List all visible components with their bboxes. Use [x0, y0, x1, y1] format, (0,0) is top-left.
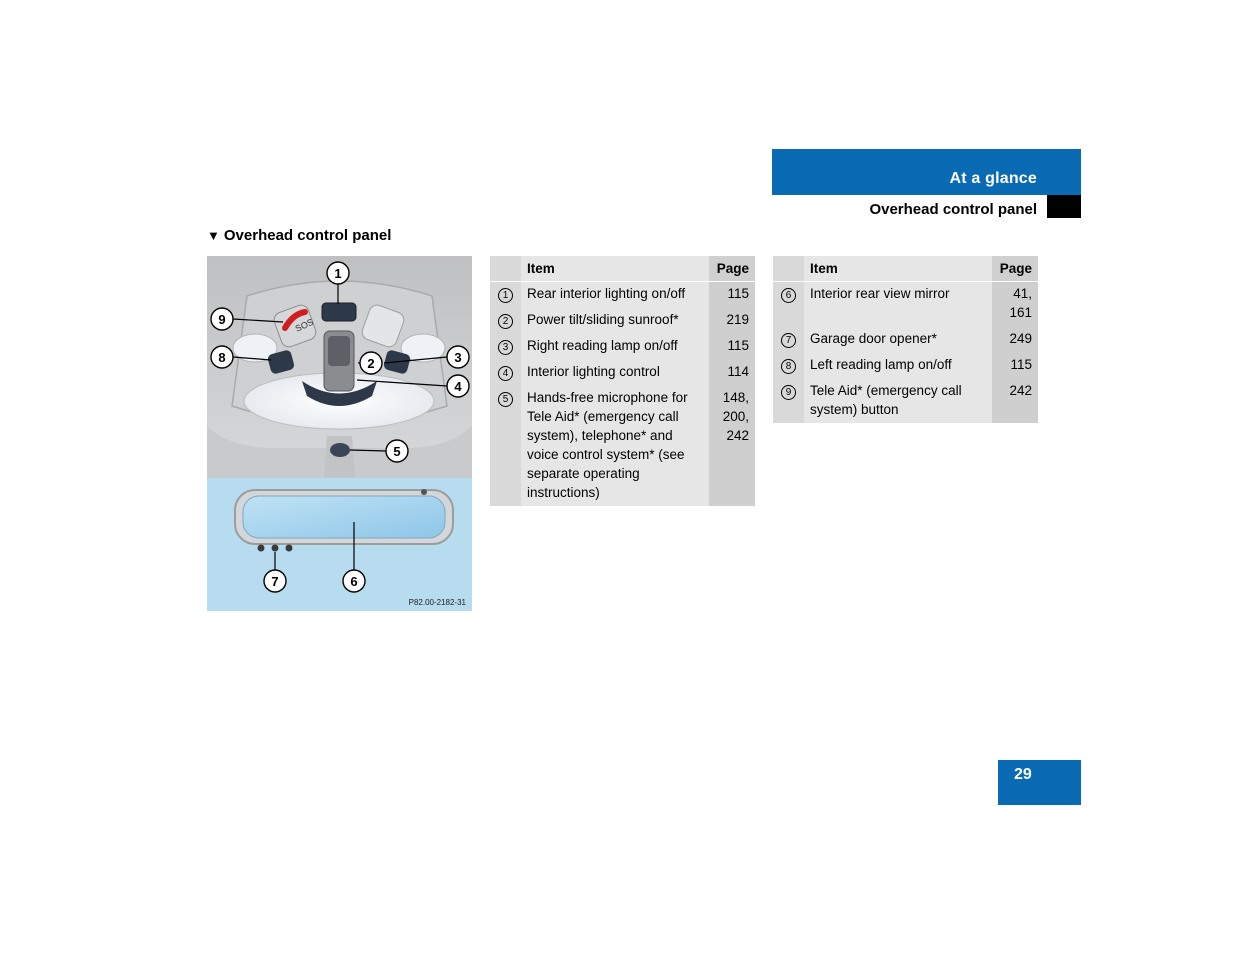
header-page-cell: Page	[709, 256, 755, 282]
header-page-cell: Page	[992, 256, 1038, 282]
svg-text:4: 4	[454, 379, 462, 394]
row-number: 9	[781, 385, 796, 400]
row-item: Interior rear view mirror	[804, 282, 992, 328]
svg-text:7: 7	[271, 574, 279, 589]
callout-3	[447, 346, 469, 368]
row-number: 7	[781, 333, 796, 348]
triangle-marker-icon: ▼	[207, 228, 220, 243]
svg-text:5: 5	[393, 444, 401, 459]
callout-8	[211, 346, 233, 368]
row-page: 41, 161	[992, 282, 1038, 328]
callout-5	[386, 440, 408, 462]
items-table-left	[490, 256, 755, 506]
row-page: 115	[709, 282, 755, 309]
table-row	[490, 334, 755, 360]
row-number: 6	[781, 288, 796, 303]
svg-text:8: 8	[218, 350, 226, 365]
callout-2	[360, 352, 382, 374]
callout-9	[211, 308, 233, 330]
row-item: Interior lighting control	[521, 360, 709, 386]
overhead-panel-illustration	[207, 256, 472, 611]
row-item: Power tilt/sliding sunroof*	[521, 308, 709, 334]
callout-6	[343, 570, 365, 592]
row-number: 4	[498, 366, 513, 381]
table-row	[490, 282, 755, 309]
page-number: 29	[1014, 766, 1032, 783]
row-item: Hands-free microphone for Tele Aid* (emergency call system), telephone* and voice control system* (see separate operating instructions)	[521, 386, 709, 506]
page-number-box	[998, 760, 1081, 805]
callout-4	[447, 375, 469, 397]
chapter-title: At a glance	[949, 170, 1037, 187]
section-heading	[207, 227, 391, 244]
table-row	[773, 379, 1038, 423]
row-page: 148, 200, 242	[709, 386, 755, 506]
svg-text:9: 9	[218, 312, 226, 327]
table-row	[490, 308, 755, 334]
row-number: 1	[498, 288, 513, 303]
row-number: 5	[498, 392, 513, 407]
thumb-tab-marker	[1047, 195, 1081, 218]
table-row	[490, 360, 755, 386]
row-page: 249	[992, 327, 1038, 353]
chapter-subheader	[772, 195, 1081, 218]
table-header-row	[490, 256, 755, 282]
svg-text:1: 1	[334, 266, 342, 281]
callout-1	[327, 262, 349, 284]
svg-text:2: 2	[367, 356, 375, 371]
row-number: 2	[498, 314, 513, 329]
row-item: Right reading lamp on/off	[521, 334, 709, 360]
svg-text:6: 6	[350, 574, 358, 589]
table-row	[773, 327, 1038, 353]
sos-text: SOS	[293, 316, 316, 334]
section-heading-text: Overhead control panel	[223, 227, 392, 244]
header-item-cell: Item	[521, 256, 709, 282]
chapter-header	[772, 149, 1081, 195]
row-item: Tele Aid* (emergency call system) button	[804, 379, 992, 423]
row-item: Left reading lamp on/off	[804, 353, 992, 379]
row-item: Rear interior lighting on/off	[521, 282, 709, 309]
svg-text:3: 3	[454, 350, 462, 365]
header-num-cell	[773, 256, 804, 282]
figure-code: P82.00-2182-31	[408, 598, 466, 607]
row-page: 219	[709, 308, 755, 334]
row-number: 3	[498, 340, 513, 355]
row-item: Garage door opener*	[804, 327, 992, 353]
row-page: 242	[992, 379, 1038, 423]
chapter-subtitle: Overhead control panel	[869, 201, 1037, 218]
table-row	[490, 386, 755, 506]
overhead-panel-drawing	[207, 256, 472, 611]
row-page: 115	[992, 353, 1038, 379]
items-table-right	[773, 256, 1038, 423]
row-page: 115	[709, 334, 755, 360]
row-number: 8	[781, 359, 796, 374]
table-row	[773, 282, 1038, 328]
callout-7	[264, 570, 286, 592]
row-page: 114	[709, 360, 755, 386]
table-row	[773, 353, 1038, 379]
header-item-cell: Item	[804, 256, 992, 282]
header-num-cell	[490, 256, 521, 282]
table-header-row	[773, 256, 1038, 282]
